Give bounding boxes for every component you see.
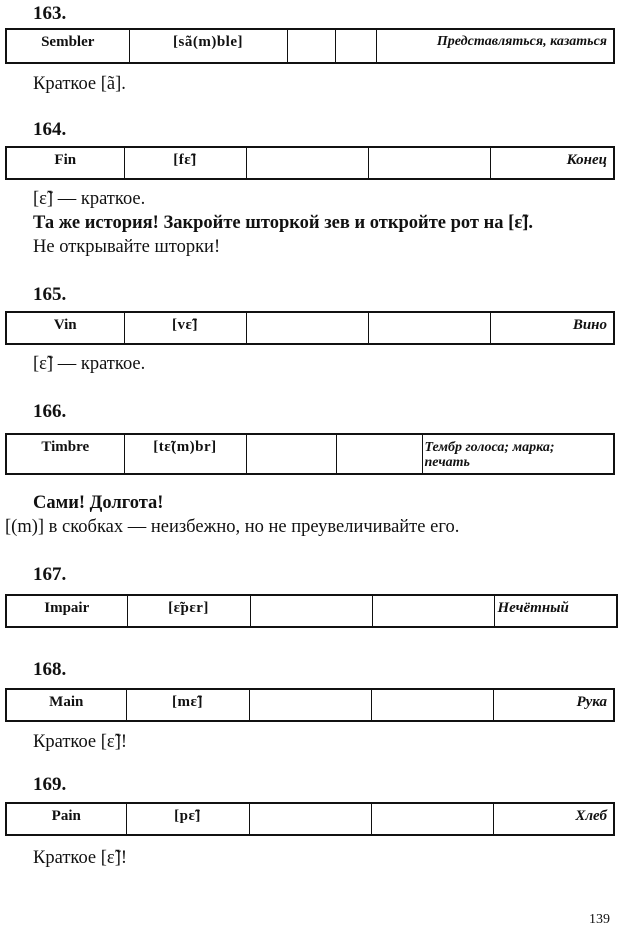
entry-number: 165. <box>33 284 67 305</box>
vocab-table-167 <box>5 594 618 628</box>
translation-cell: Рука <box>576 694 607 710</box>
entry-number: 163. <box>33 3 67 24</box>
word-cell: Sembler <box>6 29 129 63</box>
entry-number: 168. <box>33 659 67 680</box>
note-text: Краткое [ɛ̃]! <box>33 732 128 752</box>
note-text: Краткое [ɛ̃]! <box>33 848 128 868</box>
empty-cell <box>368 312 490 344</box>
ipa-cell: [fɛ̃] <box>124 147 246 179</box>
empty-cell <box>249 803 371 835</box>
empty-cell <box>250 595 372 627</box>
page-number: 139 <box>589 912 610 927</box>
translation-cell: Хлеб <box>575 808 607 824</box>
translation-line: Тембр голоса; марка; <box>424 440 555 455</box>
empty-cell <box>368 147 490 179</box>
word-cell: Main <box>6 689 126 721</box>
empty-cell <box>246 147 368 179</box>
translation-cell: Вино <box>572 317 607 333</box>
entry-number: 164. <box>33 119 67 140</box>
empty-cell <box>371 803 493 835</box>
ipa-cell: [pɛ̃] <box>126 803 249 835</box>
translation-cell <box>422 434 614 474</box>
note-text-bold: Та же история! Закройте шторкой зев и откройте рот на [ɛ̃]. <box>33 213 534 233</box>
ipa-cell: [tɛ̃(m)br] <box>124 434 246 474</box>
vocab-table-163 <box>5 28 615 64</box>
note-text: [ɛ̃] — краткое. <box>33 354 146 374</box>
vocab-table-166 <box>5 433 615 475</box>
entry-number: 167. <box>33 564 67 585</box>
ipa-cell: [mɛ̃] <box>126 689 249 721</box>
translation-cell: Представляться, казаться <box>436 34 607 49</box>
note-text: Не открывайте шторки! <box>33 237 221 257</box>
empty-cell <box>249 689 371 721</box>
word-cell: Fin <box>6 147 124 179</box>
note-text: Краткое [ã]. <box>33 74 126 94</box>
empty-cell <box>335 29 376 63</box>
vocab-table-165 <box>5 311 615 345</box>
word-cell: Pain <box>6 803 126 835</box>
translation-cell: Нечётный <box>497 600 569 616</box>
entry-number: 166. <box>33 401 67 422</box>
note-text-bold: Сами! Долгота! <box>33 493 164 513</box>
word-cell: Impair <box>6 595 127 627</box>
vocab-table-169 <box>5 802 615 836</box>
empty-cell <box>246 312 368 344</box>
empty-cell <box>336 434 422 474</box>
note-text: [ɛ̃] — краткое. <box>33 189 146 209</box>
vocab-table-168 <box>5 688 615 722</box>
vocab-table-164 <box>5 146 615 180</box>
ipa-cell: [sã(m)ble] <box>129 29 287 63</box>
empty-cell <box>371 689 493 721</box>
word-cell: Vin <box>6 312 124 344</box>
empty-cell <box>246 434 336 474</box>
translation-line: печать <box>424 455 470 470</box>
translation-cell: Конец <box>566 152 607 168</box>
empty-cell <box>287 29 335 63</box>
note-text: [(m)] в скобках — неизбежно, но не преувеличивайте его. <box>5 517 460 537</box>
ipa-cell: [vɛ̃] <box>124 312 246 344</box>
word-cell: Timbre <box>6 434 124 474</box>
empty-cell <box>372 595 494 627</box>
ipa-cell: [ɛ̃pɛr] <box>127 595 250 627</box>
entry-number: 169. <box>33 774 67 795</box>
